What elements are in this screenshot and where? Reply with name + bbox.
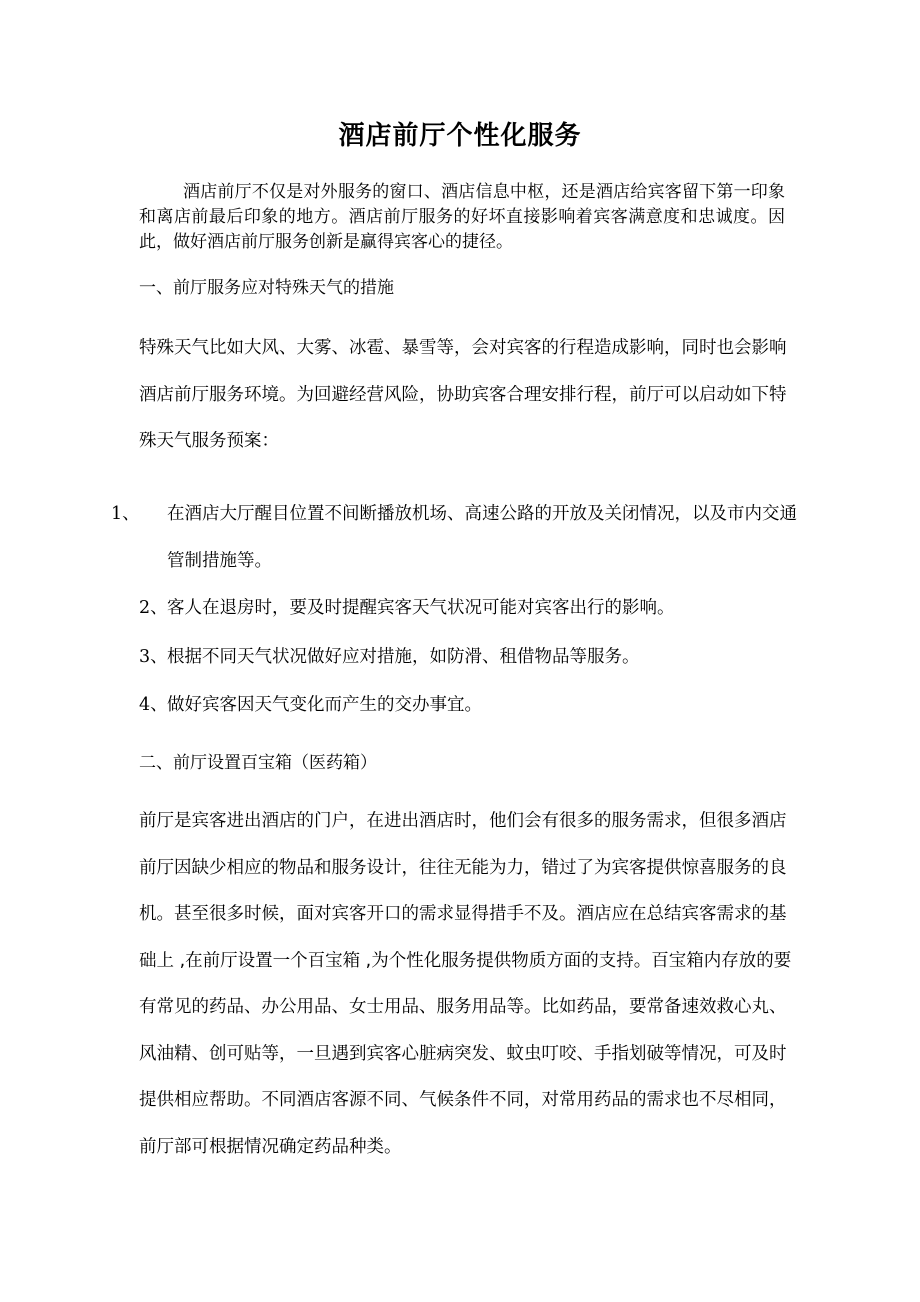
document-title: 酒店前厅个性化服务 [338,121,582,151]
item-number: 4、 [139,695,168,715]
section-1-item-3 [139,634,799,681]
section-1-item-1 [111,491,799,584]
intro-paragraph: 酒店前厅不仅是对外服务的窗口、酒店信息中枢，还是酒店给宾客留下第一印象和离店前最后印象的地方。酒店前厅服务的好坏直接影响着宾客满意度和忠诚度。因此，做好酒店前厅服务创新是赢得宾客心的捷径。 [139,182,785,252]
item-number: 3、 [139,647,168,667]
section-2-heading: 二、前厅设置百宝箱（医药箱） [139,753,377,773]
section-1-item-4 [139,682,799,729]
section-1-paragraph: 特殊天气比如大风、大雾、冰雹、暴雪等，会对宾客的行程造成影响，同时也会影响酒店前厅服务环境。为回避经营风险，协助宾客合理安排行程，前厅可以启动如下特殊天气服务预案： [139,338,787,451]
item-text: 做好宾客因天气变化而产生的交办事宜。 [167,695,482,715]
item-text: 根据不同天气状况做好应对措施，如防滑、租借物品等服务。 [167,647,640,667]
section-1-heading: 一、前厅服务应对特殊天气的措施 [139,278,394,298]
item-text: 在酒店大厅醒目位置不间断播放机场、高速公路的开放及关闭情况，以及市内交通管制措施等。 [167,504,797,571]
section-1-item-2 [139,585,799,632]
section-2-paragraph: 前厅是宾客进出酒店的门户，在进出酒店时，他们会有很多的服务需求，但很多酒店前厅因缺少相应的物品和服务设计，往往无能为力，错过了为宾客提供惊喜服务的良机。甚至很多时候，面对宾客开口的需求显得措手不及。酒店应在总结宾客需求的基础上 ,在前厅设置一个百宝箱 ,为个性化服务提供物质方面的支持。百宝箱内存放的要有常见的药品、办公用品、女士用品、服务用品等。比如药品，要常备速效救心丸、风油精、创可贴等，一旦遇到宾客心脏病突发、蚊虫叮咬、手指划破等情况，可及时提供相应帮助。不同酒店客源不同、气候条件不同，对常用药品的需求也不尽相同，前厅部可根据情况确定药品种类。 [139,811,792,1157]
item-number: 2、 [139,598,168,618]
item-text: 客人在退房时，要及时提醒宾客天气状况可能对宾客出行的影响。 [167,598,675,618]
item-number: 1、 [111,504,140,524]
